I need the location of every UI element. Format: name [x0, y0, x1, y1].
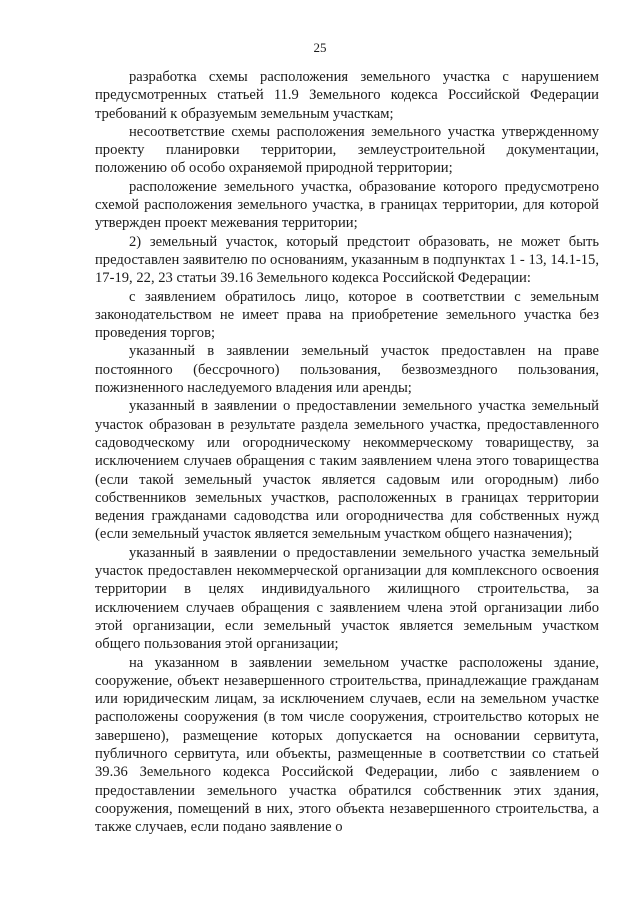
paragraph: разработка схемы расположения земельного участка с нарушением предусмотренных статьей 11.9 Земельного кодекса Российской Федерации требований к образуемым земельным участкам;: [95, 69, 599, 122]
paragraph: расположение земельного участка, образование которого предусмотрено схемой расположения земельного участка, в границах территории, для которой утвержден проект межевания территории;: [95, 178, 599, 232]
paragraph: указанный в заявлении земельный участок предоставлен на праве постоянного (бессрочного) пользования, безвозмездного пользования, пожизненного наследуемого владения или аренды;: [95, 343, 599, 397]
paragraph: с заявлением обратилось лицо, которое в соответствии с земельным законодательством не имеет права на приобретение земельного участка без проведения торгов;: [95, 288, 599, 342]
paragraph: на указанном в заявлении земельном участке расположены здание, сооружение, объект незавершенного строительства, принадлежащие гражданам или юридическим лицам, за исключением случаев, если на земельном участке расположены сооружения (в том числе сооружения, строительство которых не завершено), размещение которых допускается на основании сервитута, публичного сервитута, или объекты, размещенные в соответствии со статьей 39.36 Земельного кодекса Российской Федерации, либо с заявлением о предоставлении земельного участка обратился собственник этих здания, сооружения, помещений в них, этого объекта незавершенного строительства, а также случаев, если подано заявление о: [95, 654, 599, 836]
paragraph: 2) земельный участок, который предстоит образовать, не может быть предоставлен заявителю по основаниям, указанным в подпунктах 1 - 13, 14.1-15, 17-19, 22, 23 статьи 39.16 Земельного кодекса Российской Федерации:: [95, 233, 599, 287]
document-body: [95, 68, 599, 836]
paragraph: указанный в заявлении о предоставлении земельного участка земельный участок предоставлен некоммерческой организации для комплексного освоения территории в целях индивидуального жилищного строительства, за исключением случаев обращения с заявлением члена этой организации либо этой организации, если земельный участок является земельным участком общего пользования этой организации;: [95, 544, 599, 653]
paragraph: несоответствие схемы расположения земельного участка утвержденному проекту планировки территории, землеустроительной документации, положению об особо охраняемой природной территории;: [95, 123, 599, 177]
page-number: 25: [313, 40, 327, 55]
paragraph: указанный в заявлении о предоставлении земельного участка земельный участок образован в результате раздела земельного участка, предоставленного садоводческому или огородническому некоммерческому товариществу, за исключением случаев обращения с таким заявлением члена этого товарищества (если такой земельный участок является садовым или огородным) либо собственников земельных участков, расположенных в границах территории ведения гражданами садоводства или огородничества для собственных нужд (если земельный участок является земельным участком общего назначения);: [95, 398, 599, 543]
